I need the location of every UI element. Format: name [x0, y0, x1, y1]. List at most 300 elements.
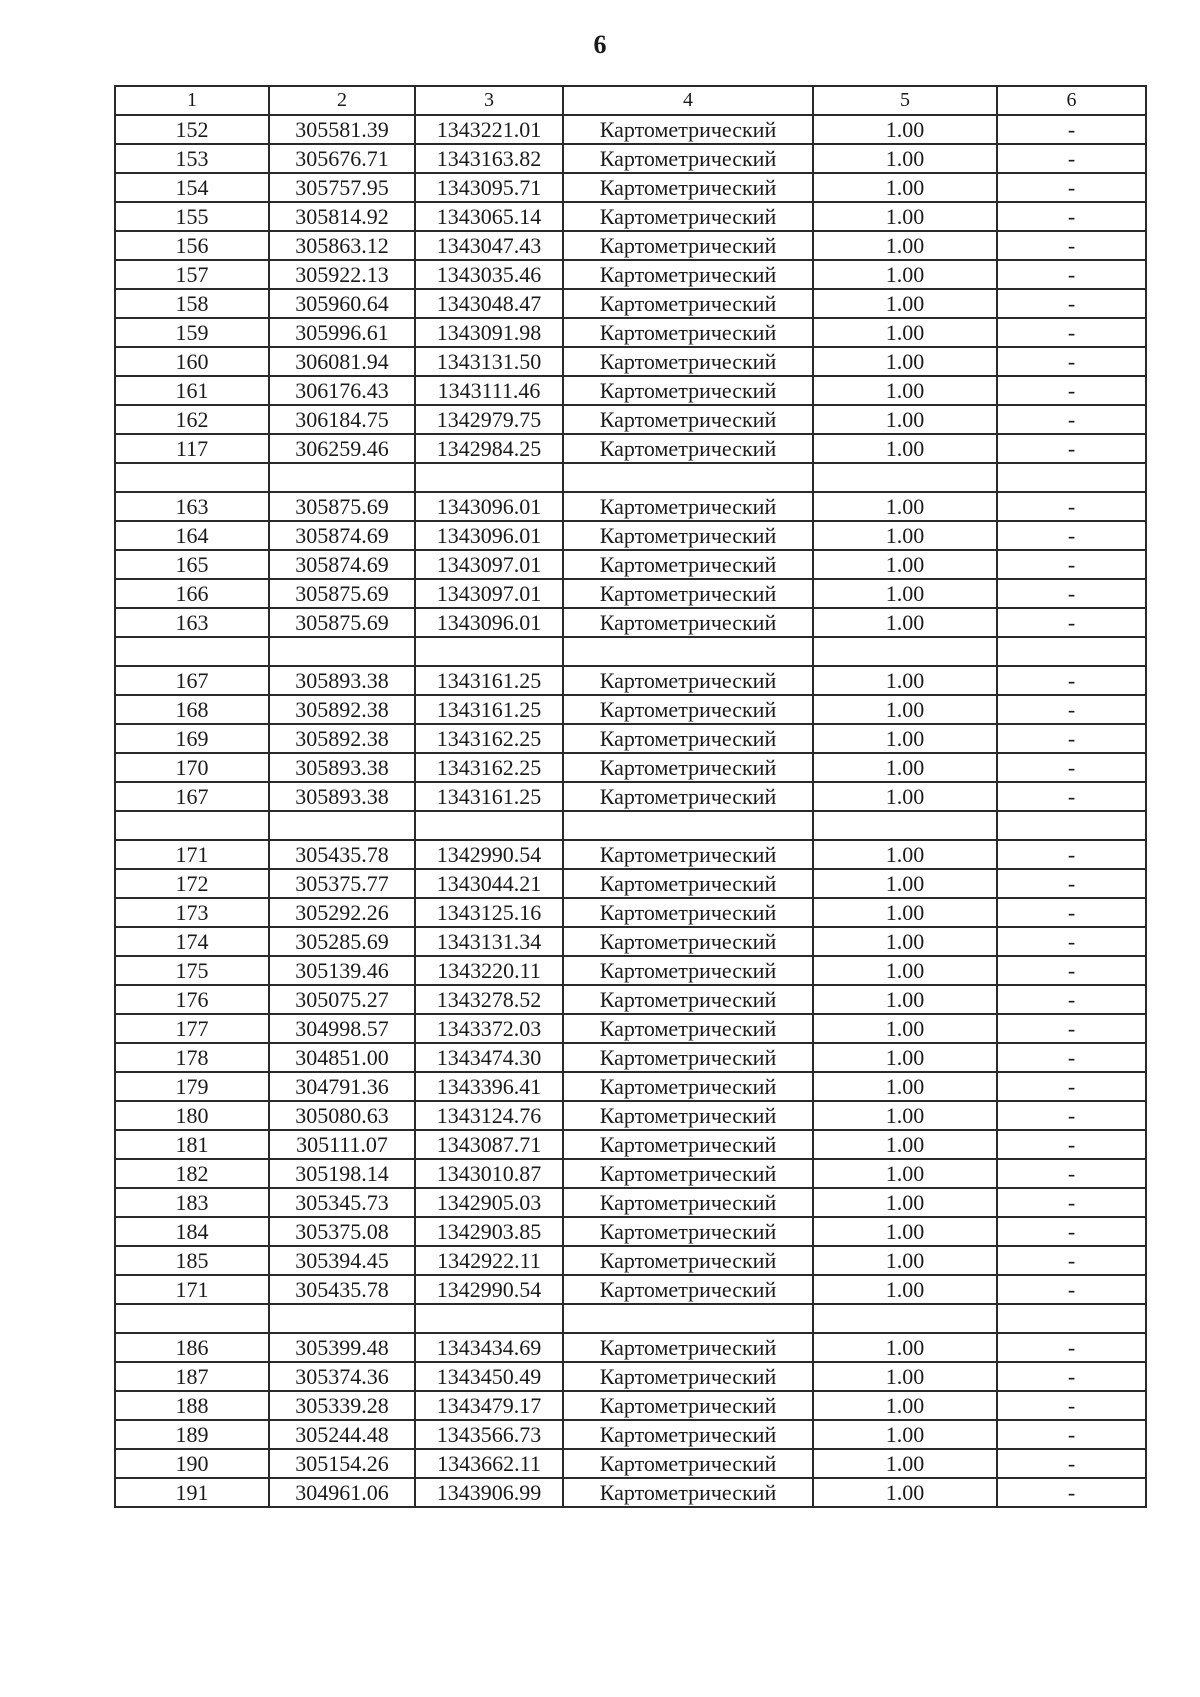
cell-x-coordinate: 305399.48	[269, 1333, 415, 1362]
cell-y-coordinate: 1343096.01	[415, 608, 563, 637]
cell-accuracy: 1.00	[813, 434, 997, 463]
cell-note: -	[997, 231, 1146, 260]
cell-method: Картометрический	[563, 115, 813, 144]
cell-point-number: 181	[115, 1130, 269, 1159]
cell-note: -	[997, 782, 1146, 811]
cell-method: Картометрический	[563, 1043, 813, 1072]
cell-point-number: 174	[115, 927, 269, 956]
cell-accuracy: 1.00	[813, 1014, 997, 1043]
table-row	[115, 1478, 1146, 1507]
cell-method: Картометрический	[563, 724, 813, 753]
cell-note	[997, 637, 1146, 666]
cell-point-number: 188	[115, 1391, 269, 1420]
cell-note: -	[997, 405, 1146, 434]
header-cell-note: 6	[997, 86, 1146, 115]
cell-note: -	[997, 1478, 1146, 1507]
table-row	[115, 579, 1146, 608]
cell-y-coordinate: 1342922.11	[415, 1246, 563, 1275]
table-row	[115, 956, 1146, 985]
cell-method: Картометрический	[563, 1188, 813, 1217]
cell-y-coordinate: 1343162.25	[415, 724, 563, 753]
cell-note: -	[997, 1275, 1146, 1304]
table-row	[115, 869, 1146, 898]
cell-accuracy: 1.00	[813, 492, 997, 521]
cell-point-number: 161	[115, 376, 269, 405]
cell-method: Картометрический	[563, 550, 813, 579]
separator-row	[115, 637, 1146, 666]
cell-accuracy	[813, 1304, 997, 1333]
cell-x-coordinate: 305960.64	[269, 289, 415, 318]
cell-x-coordinate: 305285.69	[269, 927, 415, 956]
cell-x-coordinate: 305875.69	[269, 492, 415, 521]
cell-note: -	[997, 1130, 1146, 1159]
cell-y-coordinate	[415, 463, 563, 492]
cell-accuracy: 1.00	[813, 1420, 997, 1449]
cell-y-coordinate: 1343010.87	[415, 1159, 563, 1188]
cell-x-coordinate: 305374.36	[269, 1362, 415, 1391]
cell-x-coordinate: 305874.69	[269, 550, 415, 579]
table-row	[115, 260, 1146, 289]
table-row	[115, 1391, 1146, 1420]
cell-accuracy: 1.00	[813, 1188, 997, 1217]
cell-note: -	[997, 376, 1146, 405]
cell-note: -	[997, 1449, 1146, 1478]
cell-point-number: 179	[115, 1072, 269, 1101]
cell-point-number: 168	[115, 695, 269, 724]
cell-point-number: 175	[115, 956, 269, 985]
cell-method: Картометрический	[563, 144, 813, 173]
cell-note: -	[997, 434, 1146, 463]
cell-accuracy: 1.00	[813, 1333, 997, 1362]
cell-accuracy: 1.00	[813, 1217, 997, 1246]
separator-row	[115, 463, 1146, 492]
cell-accuracy: 1.00	[813, 231, 997, 260]
cell-accuracy: 1.00	[813, 115, 997, 144]
cell-method: Картометрический	[563, 260, 813, 289]
cell-method: Картометрический	[563, 521, 813, 550]
cell-point-number: 152	[115, 115, 269, 144]
cell-method: Картометрический	[563, 1478, 813, 1507]
cell-y-coordinate: 1343097.01	[415, 550, 563, 579]
cell-x-coordinate	[269, 1304, 415, 1333]
cell-method: Картометрический	[563, 956, 813, 985]
cell-note: -	[997, 1101, 1146, 1130]
cell-method: Картометрический	[563, 608, 813, 637]
cell-method	[563, 811, 813, 840]
cell-y-coordinate: 1343087.71	[415, 1130, 563, 1159]
cell-point-number: 167	[115, 666, 269, 695]
cell-accuracy: 1.00	[813, 840, 997, 869]
cell-point-number: 173	[115, 898, 269, 927]
cell-note: -	[997, 115, 1146, 144]
header-cell-accuracy: 5	[813, 86, 997, 115]
cell-x-coordinate: 305154.26	[269, 1449, 415, 1478]
cell-point-number: 169	[115, 724, 269, 753]
cell-y-coordinate: 1343047.43	[415, 231, 563, 260]
cell-point-number: 162	[115, 405, 269, 434]
cell-note: -	[997, 666, 1146, 695]
cell-note: -	[997, 869, 1146, 898]
cell-y-coordinate: 1343111.46	[415, 376, 563, 405]
cell-note: -	[997, 173, 1146, 202]
cell-y-coordinate: 1343131.34	[415, 927, 563, 956]
cell-y-coordinate: 1343035.46	[415, 260, 563, 289]
cell-point-number: 117	[115, 434, 269, 463]
cell-y-coordinate	[415, 811, 563, 840]
cell-y-coordinate: 1343096.01	[415, 521, 563, 550]
cell-x-coordinate	[269, 463, 415, 492]
table-row	[115, 173, 1146, 202]
cell-accuracy	[813, 463, 997, 492]
table-row	[115, 1246, 1146, 1275]
cell-note: -	[997, 608, 1146, 637]
cell-x-coordinate: 304961.06	[269, 1478, 415, 1507]
cell-x-coordinate: 305922.13	[269, 260, 415, 289]
cell-x-coordinate: 305893.38	[269, 782, 415, 811]
cell-y-coordinate: 1343906.99	[415, 1478, 563, 1507]
cell-x-coordinate: 305139.46	[269, 956, 415, 985]
table-row	[115, 1362, 1146, 1391]
cell-note: -	[997, 840, 1146, 869]
cell-accuracy: 1.00	[813, 869, 997, 898]
cell-y-coordinate: 1343662.11	[415, 1449, 563, 1478]
cell-accuracy: 1.00	[813, 579, 997, 608]
table-row	[115, 231, 1146, 260]
cell-note: -	[997, 1043, 1146, 1072]
cell-x-coordinate: 305375.77	[269, 869, 415, 898]
cell-x-coordinate: 305875.69	[269, 608, 415, 637]
cell-point-number: 154	[115, 173, 269, 202]
cell-point-number: 170	[115, 753, 269, 782]
cell-accuracy: 1.00	[813, 1246, 997, 1275]
cell-x-coordinate: 305676.71	[269, 144, 415, 173]
table-row	[115, 695, 1146, 724]
table-row	[115, 434, 1146, 463]
table-row	[115, 318, 1146, 347]
cell-y-coordinate: 1342984.25	[415, 434, 563, 463]
cell-note: -	[997, 1072, 1146, 1101]
cell-x-coordinate: 305244.48	[269, 1420, 415, 1449]
cell-x-coordinate: 305814.92	[269, 202, 415, 231]
cell-accuracy	[813, 637, 997, 666]
cell-point-number: 187	[115, 1362, 269, 1391]
cell-y-coordinate: 1343163.82	[415, 144, 563, 173]
cell-y-coordinate: 1343097.01	[415, 579, 563, 608]
cell-point-number: 171	[115, 840, 269, 869]
cell-point-number: 178	[115, 1043, 269, 1072]
cell-note: -	[997, 753, 1146, 782]
table-row	[115, 405, 1146, 434]
cell-x-coordinate: 305435.78	[269, 1275, 415, 1304]
cell-accuracy: 1.00	[813, 782, 997, 811]
cell-method: Картометрический	[563, 376, 813, 405]
cell-point-number: 164	[115, 521, 269, 550]
cell-point-number: 182	[115, 1159, 269, 1188]
cell-x-coordinate: 305875.69	[269, 579, 415, 608]
cell-y-coordinate: 1343220.11	[415, 956, 563, 985]
cell-x-coordinate: 305892.38	[269, 724, 415, 753]
cell-note: -	[997, 492, 1146, 521]
cell-y-coordinate: 1343161.25	[415, 695, 563, 724]
cell-x-coordinate: 305375.08	[269, 1217, 415, 1246]
table-row	[115, 1188, 1146, 1217]
cell-point-number: 157	[115, 260, 269, 289]
cell-point-number	[115, 1304, 269, 1333]
cell-accuracy: 1.00	[813, 1072, 997, 1101]
cell-point-number: 159	[115, 318, 269, 347]
cell-method: Картометрический	[563, 579, 813, 608]
table-row	[115, 1101, 1146, 1130]
cell-method: Картометрический	[563, 695, 813, 724]
cell-note: -	[997, 724, 1146, 753]
cell-y-coordinate: 1343161.25	[415, 666, 563, 695]
cell-note: -	[997, 956, 1146, 985]
table-row	[115, 115, 1146, 144]
table-row	[115, 753, 1146, 782]
cell-x-coordinate: 305394.45	[269, 1246, 415, 1275]
cell-method: Картометрический	[563, 985, 813, 1014]
cell-point-number: 163	[115, 608, 269, 637]
cell-y-coordinate: 1343096.01	[415, 492, 563, 521]
cell-point-number: 190	[115, 1449, 269, 1478]
cell-method: Картометрический	[563, 1072, 813, 1101]
cell-accuracy	[813, 811, 997, 840]
cell-method: Картометрический	[563, 1246, 813, 1275]
cell-point-number: 167	[115, 782, 269, 811]
cell-accuracy: 1.00	[813, 202, 997, 231]
separator-row	[115, 811, 1146, 840]
cell-x-coordinate: 304851.00	[269, 1043, 415, 1072]
cell-point-number: 176	[115, 985, 269, 1014]
cell-method: Картометрический	[563, 1130, 813, 1159]
cell-x-coordinate: 305339.28	[269, 1391, 415, 1420]
cell-y-coordinate: 1343131.50	[415, 347, 563, 376]
cell-accuracy: 1.00	[813, 173, 997, 202]
cell-method: Картометрический	[563, 1101, 813, 1130]
cell-note: -	[997, 898, 1146, 927]
cell-accuracy: 1.00	[813, 956, 997, 985]
cell-x-coordinate: 305892.38	[269, 695, 415, 724]
cell-accuracy: 1.00	[813, 1101, 997, 1130]
cell-note: -	[997, 985, 1146, 1014]
cell-point-number: 158	[115, 289, 269, 318]
cell-note	[997, 463, 1146, 492]
cell-note: -	[997, 1217, 1146, 1246]
cell-point-number: 184	[115, 1217, 269, 1246]
cell-y-coordinate: 1342979.75	[415, 405, 563, 434]
cell-y-coordinate: 1343125.16	[415, 898, 563, 927]
cell-point-number	[115, 463, 269, 492]
cell-method: Картометрический	[563, 1449, 813, 1478]
table-row	[115, 550, 1146, 579]
table-body	[115, 86, 1146, 1507]
cell-y-coordinate: 1343474.30	[415, 1043, 563, 1072]
cell-point-number: 171	[115, 1275, 269, 1304]
cell-y-coordinate: 1343044.21	[415, 869, 563, 898]
table-row	[115, 898, 1146, 927]
cell-method: Картометрический	[563, 666, 813, 695]
table-row	[115, 1275, 1146, 1304]
cell-y-coordinate: 1343372.03	[415, 1014, 563, 1043]
cell-method: Картометрический	[563, 1362, 813, 1391]
cell-x-coordinate: 305080.63	[269, 1101, 415, 1130]
cell-accuracy: 1.00	[813, 1478, 997, 1507]
cell-x-coordinate: 305435.78	[269, 840, 415, 869]
cell-y-coordinate: 1343450.49	[415, 1362, 563, 1391]
cell-y-coordinate	[415, 637, 563, 666]
cell-y-coordinate: 1343065.14	[415, 202, 563, 231]
cell-point-number: 160	[115, 347, 269, 376]
cell-accuracy: 1.00	[813, 985, 997, 1014]
cell-point-number: 185	[115, 1246, 269, 1275]
cell-note: -	[997, 521, 1146, 550]
cell-x-coordinate: 306176.43	[269, 376, 415, 405]
cell-note	[997, 811, 1146, 840]
cell-accuracy: 1.00	[813, 1159, 997, 1188]
cell-accuracy: 1.00	[813, 1391, 997, 1420]
cell-method	[563, 463, 813, 492]
table-row	[115, 1333, 1146, 1362]
cell-point-number: 183	[115, 1188, 269, 1217]
cell-point-number: 177	[115, 1014, 269, 1043]
header-cell-x-coordinate: 2	[269, 86, 415, 115]
cell-y-coordinate: 1343162.25	[415, 753, 563, 782]
cell-method: Картометрический	[563, 1217, 813, 1246]
table-row	[115, 1217, 1146, 1246]
cell-accuracy: 1.00	[813, 898, 997, 927]
table-row	[115, 521, 1146, 550]
cell-accuracy: 1.00	[813, 724, 997, 753]
cell-x-coordinate: 305111.07	[269, 1130, 415, 1159]
cell-accuracy: 1.00	[813, 289, 997, 318]
cell-accuracy: 1.00	[813, 521, 997, 550]
cell-method	[563, 1304, 813, 1333]
cell-y-coordinate: 1342990.54	[415, 840, 563, 869]
cell-x-coordinate: 305757.95	[269, 173, 415, 202]
cell-x-coordinate: 306081.94	[269, 347, 415, 376]
cell-point-number: 189	[115, 1420, 269, 1449]
cell-x-coordinate: 305292.26	[269, 898, 415, 927]
cell-x-coordinate: 305893.38	[269, 753, 415, 782]
cell-method: Картометрический	[563, 898, 813, 927]
cell-point-number	[115, 811, 269, 840]
table-row	[115, 1420, 1146, 1449]
cell-accuracy: 1.00	[813, 318, 997, 347]
cell-y-coordinate: 1343124.76	[415, 1101, 563, 1130]
cell-method: Картометрический	[563, 1391, 813, 1420]
cell-note: -	[997, 1014, 1146, 1043]
cell-y-coordinate	[415, 1304, 563, 1333]
cell-method: Картометрический	[563, 927, 813, 956]
table-row	[115, 1014, 1146, 1043]
cell-y-coordinate: 1343479.17	[415, 1391, 563, 1420]
cell-note: -	[997, 202, 1146, 231]
cell-point-number: 155	[115, 202, 269, 231]
cell-y-coordinate: 1343434.69	[415, 1333, 563, 1362]
cell-y-coordinate: 1343278.52	[415, 985, 563, 1014]
cell-method	[563, 637, 813, 666]
cell-note: -	[997, 579, 1146, 608]
table-row	[115, 202, 1146, 231]
table-row	[115, 985, 1146, 1014]
cell-point-number: 153	[115, 144, 269, 173]
cell-x-coordinate: 305893.38	[269, 666, 415, 695]
cell-accuracy: 1.00	[813, 608, 997, 637]
cell-point-number: 163	[115, 492, 269, 521]
cell-point-number: 165	[115, 550, 269, 579]
table-row	[115, 376, 1146, 405]
cell-note: -	[997, 289, 1146, 318]
cell-y-coordinate: 1342990.54	[415, 1275, 563, 1304]
cell-accuracy: 1.00	[813, 550, 997, 579]
coordinates-table	[114, 85, 1147, 1508]
table-header-row	[115, 86, 1146, 115]
cell-point-number: 172	[115, 869, 269, 898]
cell-x-coordinate: 305874.69	[269, 521, 415, 550]
cell-note: -	[997, 695, 1146, 724]
cell-accuracy: 1.00	[813, 1275, 997, 1304]
cell-method: Картометрический	[563, 1275, 813, 1304]
cell-x-coordinate: 305345.73	[269, 1188, 415, 1217]
cell-note	[997, 1304, 1146, 1333]
cell-note: -	[997, 144, 1146, 173]
cell-method: Картометрический	[563, 434, 813, 463]
cell-method: Картометрический	[563, 289, 813, 318]
cell-method: Картометрический	[563, 840, 813, 869]
cell-method: Картометрический	[563, 318, 813, 347]
cell-y-coordinate: 1343566.73	[415, 1420, 563, 1449]
cell-method: Картометрический	[563, 405, 813, 434]
cell-accuracy: 1.00	[813, 927, 997, 956]
cell-point-number: 180	[115, 1101, 269, 1130]
cell-point-number	[115, 637, 269, 666]
cell-accuracy: 1.00	[813, 376, 997, 405]
cell-method: Картометрический	[563, 1014, 813, 1043]
table-row	[115, 492, 1146, 521]
cell-accuracy: 1.00	[813, 1130, 997, 1159]
cell-point-number: 166	[115, 579, 269, 608]
cell-method: Картометрический	[563, 782, 813, 811]
cell-x-coordinate: 306259.46	[269, 434, 415, 463]
cell-method: Картометрический	[563, 173, 813, 202]
cell-note: -	[997, 347, 1146, 376]
header-cell-method: 4	[563, 86, 813, 115]
table-row	[115, 840, 1146, 869]
table-row	[115, 144, 1146, 173]
table-row	[115, 1159, 1146, 1188]
cell-accuracy: 1.00	[813, 753, 997, 782]
cell-note: -	[997, 927, 1146, 956]
cell-method: Картометрический	[563, 869, 813, 898]
cell-note: -	[997, 1188, 1146, 1217]
cell-accuracy: 1.00	[813, 1362, 997, 1391]
cell-method: Картометрический	[563, 202, 813, 231]
cell-method: Картометрический	[563, 231, 813, 260]
table-row	[115, 782, 1146, 811]
cell-point-number: 156	[115, 231, 269, 260]
cell-point-number: 191	[115, 1478, 269, 1507]
cell-y-coordinate: 1342905.03	[415, 1188, 563, 1217]
table-row	[115, 724, 1146, 753]
table-row	[115, 1043, 1146, 1072]
cell-accuracy: 1.00	[813, 1449, 997, 1478]
cell-x-coordinate: 304791.36	[269, 1072, 415, 1101]
cell-y-coordinate: 1343095.71	[415, 173, 563, 202]
cell-x-coordinate: 305863.12	[269, 231, 415, 260]
cell-y-coordinate: 1343091.98	[415, 318, 563, 347]
cell-accuracy: 1.00	[813, 260, 997, 289]
cell-accuracy: 1.00	[813, 666, 997, 695]
